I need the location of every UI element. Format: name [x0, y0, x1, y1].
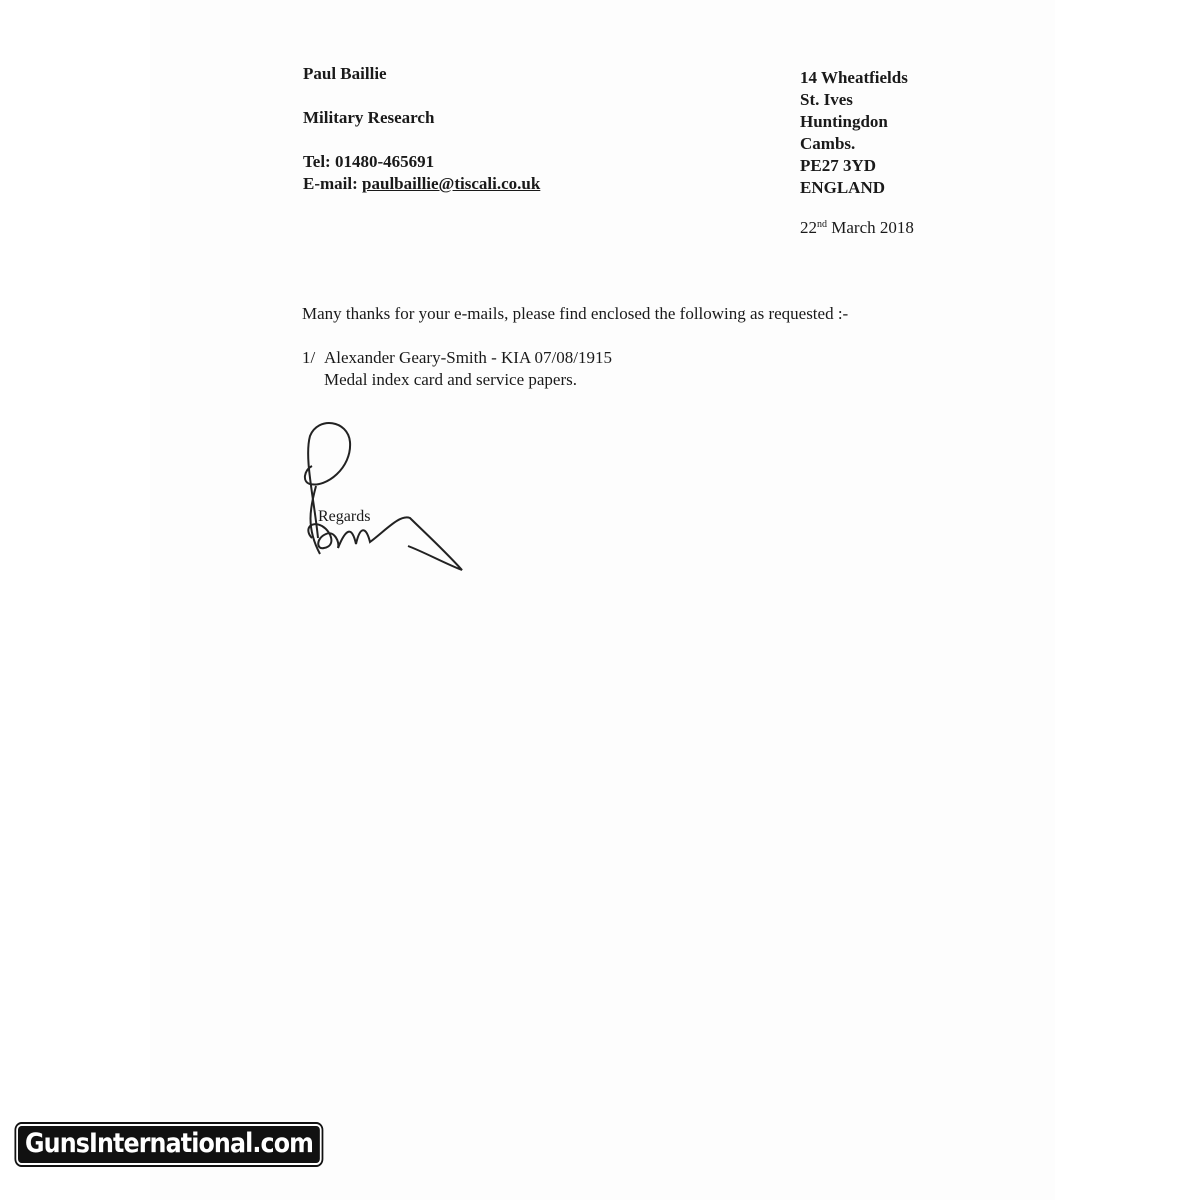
address-line: Huntingdon — [800, 112, 888, 131]
signature-icon — [296, 418, 476, 578]
sender-email-line — [303, 173, 540, 195]
item-line-1: Alexander Geary-Smith - KIA 07/08/1915 — [324, 348, 612, 367]
date-day: 22 — [800, 218, 817, 237]
date-suffix: nd — [817, 219, 827, 230]
watermark-logo: GunsInternational.com — [18, 1126, 320, 1163]
email-label: E-mail: — [303, 174, 363, 193]
item-number: 1/ — [302, 348, 316, 367]
enclosure-item — [302, 347, 612, 391]
address-block — [800, 67, 908, 199]
letter-date — [800, 218, 914, 238]
intro-paragraph: Many thanks for your e-mails, please find enclosed the following as requested :- — [302, 304, 849, 323]
date-rest: March 2018 — [827, 218, 914, 237]
scanned-sheet — [150, 0, 1055, 1200]
sender-block — [303, 63, 540, 195]
address-line: Cambs. — [800, 134, 856, 153]
address-line: St. Ives — [800, 90, 853, 109]
address-line: ENGLAND — [800, 178, 886, 197]
address-line: 14 Wheatfields — [800, 68, 908, 87]
email-link[interactable]: paulbaillie@tiscali.co.uk — [362, 174, 541, 193]
address-line: PE27 3YD — [800, 156, 877, 175]
closing-regards: Regards — [318, 508, 371, 525]
sender-name: Paul Baillie — [303, 64, 387, 83]
sender-tel: Tel: 01480-465691 — [303, 152, 435, 171]
sender-title: Military Research — [303, 108, 435, 127]
item-line-2: Medal index card and service papers. — [324, 370, 577, 389]
